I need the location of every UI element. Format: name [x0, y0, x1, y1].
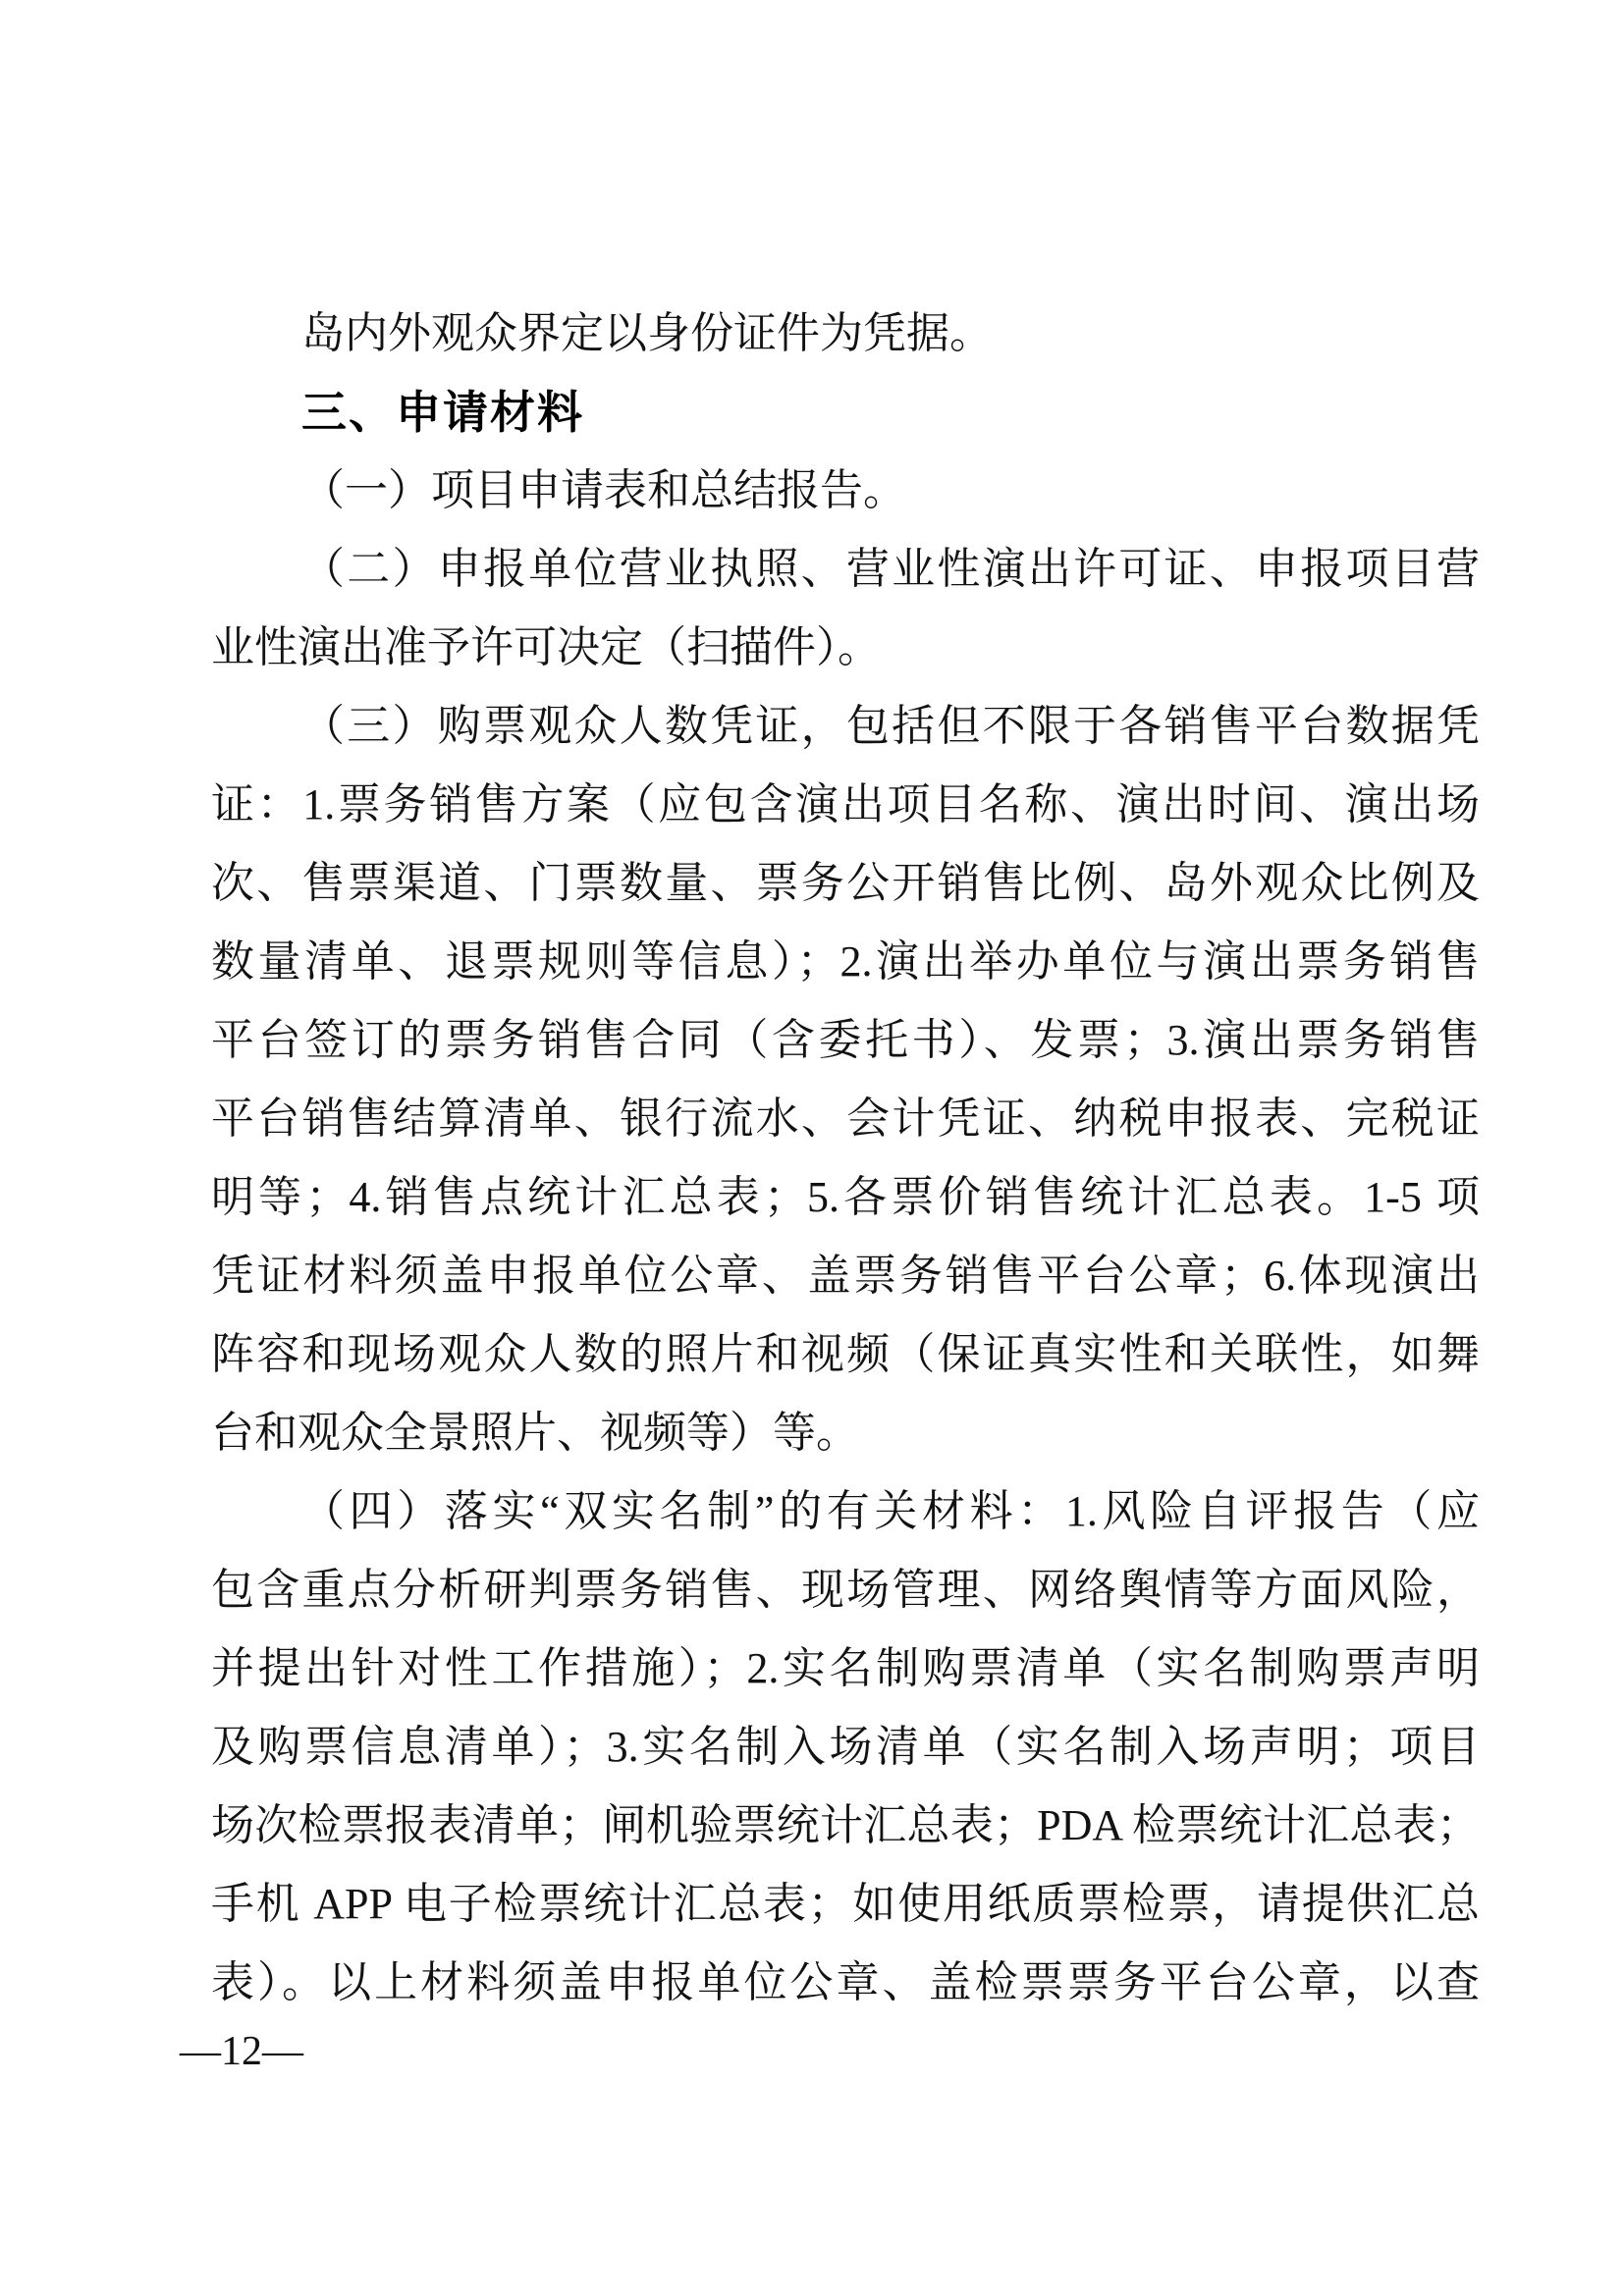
text-line: 岛内外观众界定以身份证件为凭据。 — [301, 309, 993, 357]
document-body — [211, 294, 1480, 2022]
text-line: 表）。以上材料须盖申报单位公章、盖检票票务平台公章，以查 — [211, 1958, 1480, 2006]
text-line: 平台销售结算清单、银行流水、会计凭证、纳税申报表、完税证 — [211, 1095, 1480, 1143]
text-line: 台和观众全景照片、视频等）等。 — [211, 1409, 859, 1457]
text-line: 平台签订的票务销售合同（含委托书）、发票；3.演出票务销售 — [211, 1016, 1480, 1064]
text-line: 明等；4.销售点统计汇总表；5.各票价销售统计汇总表。1-5 项 — [211, 1173, 1480, 1221]
text-line: （一）项目申请表和总结报告。 — [301, 466, 906, 514]
text-line: 次、售票渠道、门票数量、票务公开销售比例、岛外观众比例及 — [211, 859, 1480, 907]
text-line: （三）购票观众人数凭证，包括但不限于各销售平台数据凭 — [301, 702, 1480, 750]
text-line: 业性演出准予许可决定（扫描件）。 — [211, 623, 881, 671]
text-line: （二）申报单位营业执照、营业性演出许可证、申报项目营 — [301, 545, 1480, 593]
text-line: 凭证材料须盖申报单位公章、盖票务销售平台公章；6.体现演出 — [211, 1252, 1480, 1300]
text-line: （四）落实“双实名制”的有关材料：1.风险自评报告（应 — [301, 1487, 1480, 1535]
text-line: 证：1.票务销售方案（应包含演出项目名称、演出时间、演出场 — [211, 780, 1480, 828]
page-number: —12— — [180, 2029, 303, 2074]
text-line: 数量清单、退票规则等信息）；2.演出举办单位与演出票务销售 — [211, 937, 1480, 986]
section-heading: 三、申请材料 — [301, 387, 584, 438]
text-line: 包含重点分析研判票务销售、现场管理、网络舆情等方面风险， — [211, 1566, 1480, 1614]
text-line: 及购票信息清单）；3.实名制入场清单（实名制入场声明；项目 — [211, 1723, 1480, 1771]
text-line: 手机 APP 电子检票统计汇总表；如使用纸质票检票，请提供汇总 — [211, 1880, 1480, 1928]
text-line: 阵容和现场观众人数的照片和视频（保证真实性和关联性，如舞 — [211, 1330, 1480, 1378]
text-line: 场次检票报表清单；闸机验票统计汇总表；PDA 检票统计汇总表； — [211, 1801, 1480, 1849]
text-line: 并提出针对性工作措施）；2.实名制购票清单（实名制购票声明 — [211, 1644, 1480, 1692]
